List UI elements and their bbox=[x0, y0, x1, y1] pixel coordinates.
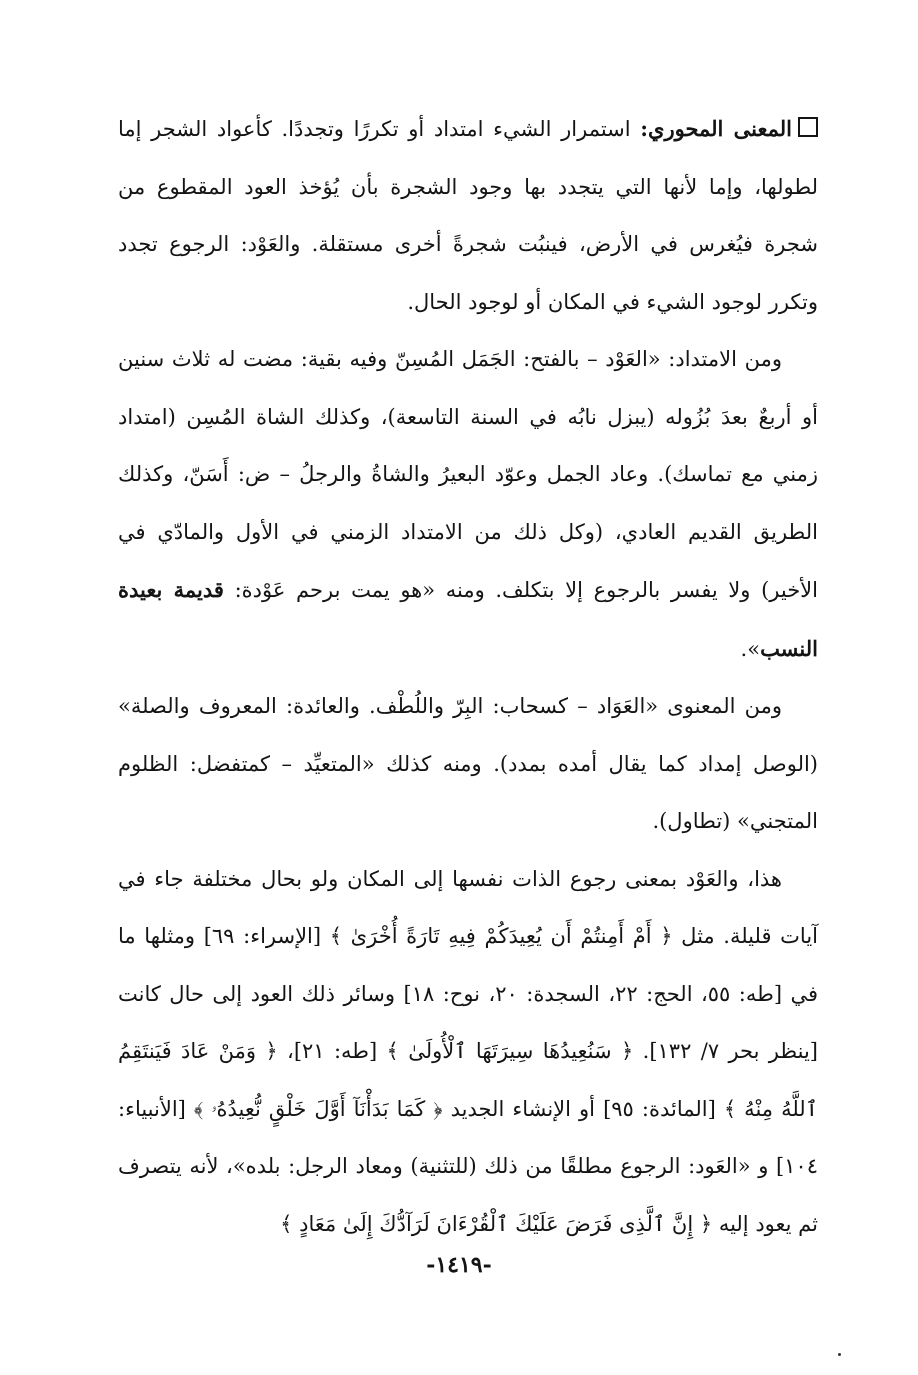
axial-meaning-text: استمرار الشيء امتداد أو تكررًا وتجددًا. كأعواد الشجر إما لطولها، وإما لأنها التي يتجدد بها وجود الشجرة بأن يُؤخذ العود المقطوع من شجرة فيُغرس في الأرض، فينبُت شجرةً أخرى مستقلة. والعَوْد: الرجوع تجدد وتكرر لوجود الشيء في المكان أو لوجود الحال. bbox=[118, 117, 818, 314]
extension-bold-phrase: قديمة بعيدة النسب bbox=[118, 577, 818, 661]
extension-text-end: ». bbox=[740, 636, 761, 661]
page-number: -١٤١٩- bbox=[426, 1252, 492, 1278]
paragraph-extension bbox=[118, 331, 818, 678]
square-outline-icon bbox=[798, 117, 818, 137]
axial-meaning-label: المعنى المحوري: bbox=[640, 116, 793, 141]
extension-text: ومن الامتداد: «العَوْد – بالفتح: الجَمَل المُسِنّ وفيه بقية: مضت له ثلاث سنين أو أربعٌ بعدَ بُزُوله (يبزل نابُه في السنة التاسعة)، وكذلك الشاة المُسِن (امتداد زمني مع تماسك). وعاد الجمل وعوّد البعيرُ والشاةُ والرجلُ – ض: أَسَنّ، وكذلك الطريق القديم العادي، (وكل ذلك من الامتداد الزمني في الأول والمادّي في الأخير) ولا يفسر بالرجوع إلا بتكلف. ومنه «هو يمت برحم عَوْدة: bbox=[118, 347, 818, 602]
paragraph-axial-meaning bbox=[118, 100, 818, 331]
paragraph-abstract-meaning: ومن المعنوى «العَوَاد – كسحاب: البِرّ واللُطْف. والعائدة: المعروف والصلة» (الوصل إمداد كما يقال أمده بمدد). ومنه كذلك «المتعيِّد – كمتفضل: الظلوم المتجني» (تطاول). bbox=[118, 694, 818, 833]
page-body bbox=[118, 100, 818, 1253]
paragraph-return-meaning: هذا، والعَوْد بمعنى رجوع الذات نفسها إلى المكان ولو بحال مختلفة جاء في آيات قليلة. مثل ﴿ أَمْ أَمِنتُمْ أَن يُعِيدَكُمْ فِيهِ تَارَةً أُخْرَىٰ ﴾ [الإسراء: ٦٩] ومثلها ما في [طه: ٥٥، الحج: ٢٢، السجدة: ٢٠، نوح: ١٨] وسائر ذلك العود إلى حال كانت [ينظر بحر ٧/ ١٣٢]. ﴿ سَنُعِيدُهَا سِيرَتَهَا ٱلْأُولَىٰ ﴾ [طه: ٢١]، ﴿ وَمَنْ عَادَ فَيَنتَقِمُ ٱللَّهُ مِنْهُ ﴾ [المائدة: ٩٥] أو الإنشاء الجديد ﴿ كَمَا بَدَأْنَآ أَوَّلَ خَلْقٍ نُّعِيدُهُۥ ﴾ [الأنبياء: ١٠٤] و «العَود: الرجوع مطلقًا من ذلك (للتثنية) ومعاد الرجل: بلده»، لأنه يتصرف ثم يعود إليه ﴿ إِنَّ ٱلَّذِى فَرَضَ عَلَيْكَ ٱلْقُرْءَانَ لَرَآدُّكَ إِلَىٰ مَعَادٍ ﴾ bbox=[118, 866, 819, 1236]
scan-speck bbox=[838, 1353, 841, 1356]
